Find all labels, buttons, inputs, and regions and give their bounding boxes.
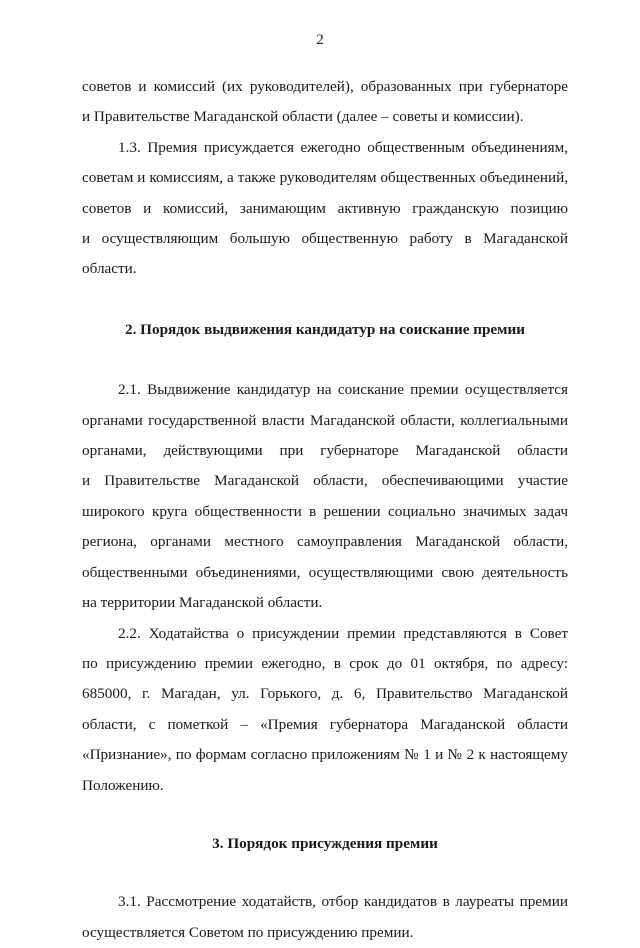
paragraph-2-1 [82,375,568,618]
text-line: советов и комиссий (их руководителей), образованных при губернаторе [82,78,568,95]
text-line: широкого круга общественности в решении социально значимых задач [82,502,568,520]
text-line: на территории Магаданской области. [82,594,323,612]
text-line: советам и комиссиям, а также руководителям общественных объединений, [82,169,568,187]
text-line: «Признание», по формам согласно приложениям № 1 и № 2 к настоящему [82,746,568,764]
text-line: 685000, г. Магадан, ул. Горького, д. 6, Правительство Магаданской [82,685,568,703]
paragraph-3-1 [82,887,568,948]
text-line: области, с пометкой – «Премия губернатора Магаданской области [82,715,568,733]
text-line: советов и комиссий, занимающим активную гражданскую позицию [82,199,568,217]
text-line: и Правительстве Магаданской области (далее – советы и комиссии). [82,108,524,126]
text-line: региона, органами местного самоуправления Магаданской области, [82,533,568,551]
paragraph-intro [82,72,568,133]
text-line: области. [82,260,137,278]
section-heading-3: 3. Порядок присуждения премии [212,834,438,852]
page-number: 2 [316,32,324,48]
text-line: по присуждению премии ежегодно, в срок до 01 октября, по адресу: [82,654,568,672]
text-line: 2.2. Ходатайства о присуждении премии представляются в Совет [118,624,568,642]
document-body [82,72,568,948]
text-line: и осуществляющим большую общественную работу в Магаданской [82,230,568,248]
text-line: осуществляется Советом по присуждению премии. [82,923,414,941]
paragraph-2-2 [82,619,568,801]
text-line: 2.1. Выдвижение кандидатур на соискание премии осуществляется [118,381,568,399]
text-line: органами государственной власти Магаданской области, коллегиальными [82,411,568,429]
text-line: 3.1. Рассмотрение ходатайств, отбор кандидатов в лауреаты премии [118,893,568,911]
text-line: Положению. [82,776,164,794]
text-line: и Правительстве Магаданской области, обеспечивающими участие [82,472,568,490]
section-heading-2: 2. Порядок выдвижения кандидатур на соискание премии [124,320,526,338]
text-line: органами, действующими при губернаторе Магаданской области [82,442,568,460]
text-line: общественными объединениями, осуществляющими свою деятельность [82,563,568,581]
text-line: 1.3. Премия присуждается ежегодно общественным объединениям, [118,138,568,156]
paragraph-1-3 [82,133,568,285]
